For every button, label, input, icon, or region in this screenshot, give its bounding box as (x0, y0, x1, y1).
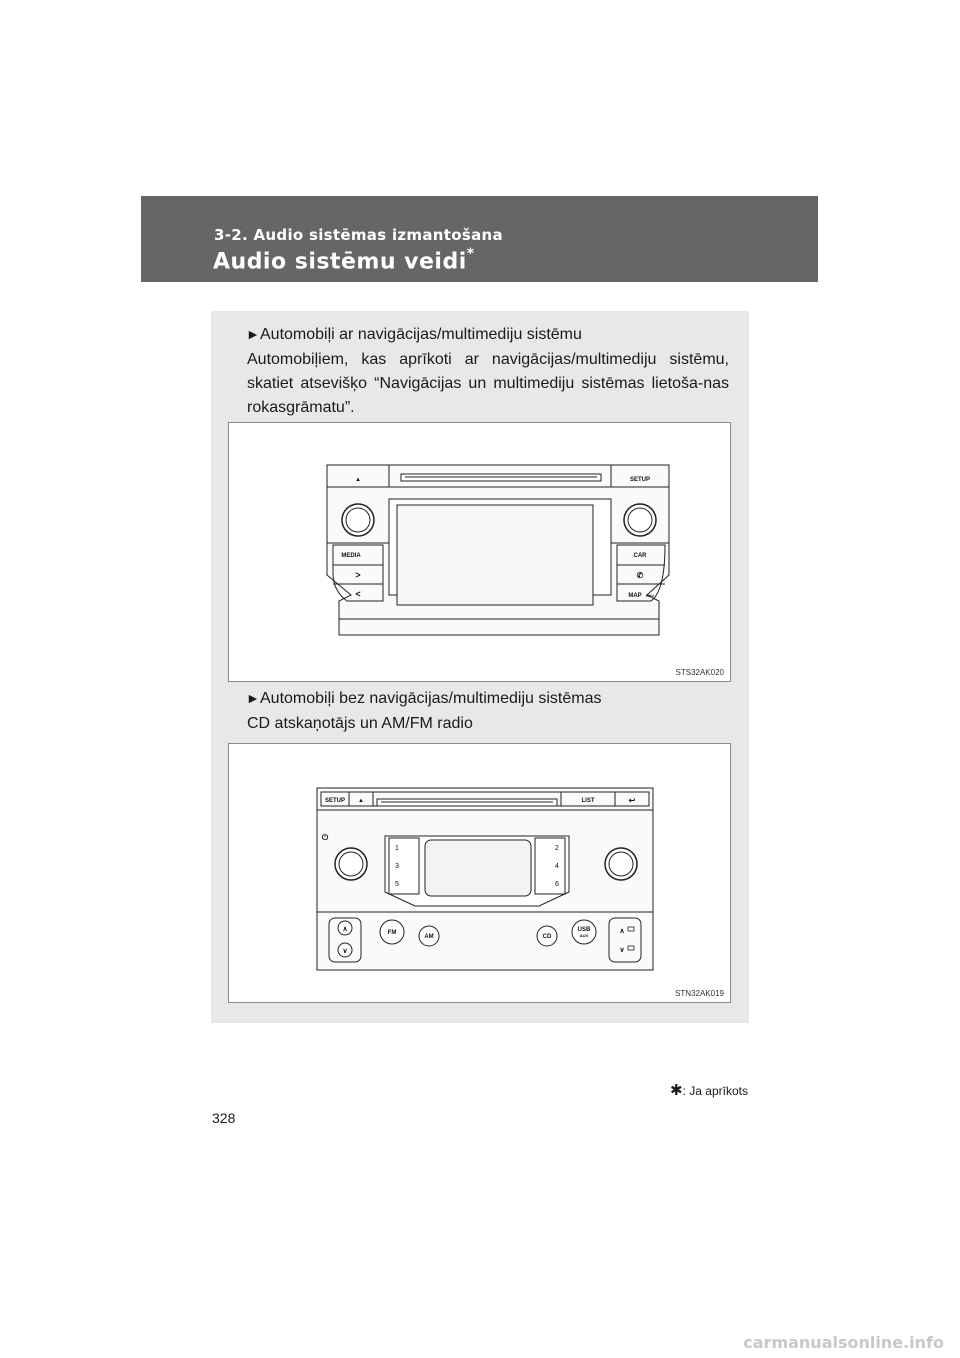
prev-button[interactable]: < (355, 589, 361, 599)
bullet-item-no-nav (246, 686, 601, 711)
seek-up-icon: ∧ (342, 926, 348, 933)
page-number: 328 (212, 1110, 236, 1126)
no-nav-description: CD atskaņotājs un AM/FM radio (247, 715, 473, 732)
tune-scroll-knob[interactable] (605, 848, 637, 880)
preset-5-button[interactable]: 5 (395, 881, 399, 888)
eject-button[interactable]: ▲ (358, 798, 364, 804)
nav-label: NAV (645, 593, 655, 598)
bullet-heading: Automobiļi ar navigācijas/multimediju sistēmu (260, 326, 582, 343)
preset-1-button[interactable]: 1 (395, 845, 399, 852)
seek-down-icon: ∨ (342, 948, 348, 955)
page-title (213, 248, 475, 274)
asterisk-icon: ✱ (670, 1082, 683, 1099)
bullet-item-nav (246, 322, 582, 347)
nav-audio-unit-illustration (229, 423, 732, 683)
cd-label: CD (542, 934, 552, 940)
figure-nav-audio-unit (228, 422, 731, 682)
map-button[interactable]: MAP (628, 593, 642, 599)
volume-knob[interactable] (342, 504, 374, 536)
section-label: 3-2. Audio sistēmas izmantošana (214, 226, 503, 244)
list-button[interactable]: LIST (581, 798, 595, 804)
folder-down-button[interactable]: ∨ (619, 947, 625, 954)
setup-button[interactable]: SETUP (324, 798, 346, 804)
preset-4-button[interactable]: 4 (555, 863, 559, 870)
usb-label: USB (577, 927, 591, 933)
folder-up-button[interactable]: ∧ (619, 928, 625, 935)
fm-label: FM (387, 930, 397, 936)
preset-2-button[interactable]: 2 (555, 845, 559, 852)
equipment-mark: * (466, 246, 475, 262)
bullet-arrow-icon: ► (246, 326, 260, 342)
figure-code: STN32AK019 (675, 989, 724, 998)
am-label: AM (424, 934, 434, 940)
tune-knob[interactable] (624, 504, 656, 536)
bullet-heading: Automobiļi bez navigācijas/multimediju sistēmas (260, 690, 602, 707)
power-volume-knob[interactable] (335, 848, 367, 880)
page-title-text: Audio sistēmu veidi (213, 249, 467, 275)
footnote-text: : Ja aprīkots (682, 1084, 748, 1098)
eject-button[interactable]: ▲ (355, 477, 361, 483)
figure-cd-radio-unit (228, 743, 731, 1003)
section-header (141, 196, 818, 282)
footnote (670, 1081, 748, 1099)
power-icon: ⏻ (321, 833, 329, 842)
phone-icon[interactable]: ✆ (636, 571, 644, 580)
figure-code: STS32AK020 (675, 668, 724, 677)
bullet-arrow-icon: ► (246, 690, 260, 706)
info-panel (211, 311, 749, 1023)
nav-description: Automobiļiem, kas aprīkoti ar navigācijas/multimediju sistēmu, skatiet atsevišķo “Navigācijas un multimediju sistēmas lietoša-nas rokasgrāmatu”. (247, 351, 729, 416)
aux-label: AUX (579, 933, 589, 938)
preset-6-button[interactable]: 6 (555, 881, 559, 888)
watermark: carmanualsonline.info (743, 1333, 944, 1352)
preset-3-button[interactable]: 3 (395, 863, 399, 870)
cd-radio-unit-illustration (229, 744, 732, 1004)
car-button[interactable]: CAR (633, 553, 647, 559)
next-button[interactable]: > (355, 570, 361, 580)
setup-button[interactable]: SETUP (629, 477, 651, 483)
media-button[interactable]: MEDIA (341, 553, 361, 559)
back-button[interactable]: ↩ (628, 796, 636, 805)
